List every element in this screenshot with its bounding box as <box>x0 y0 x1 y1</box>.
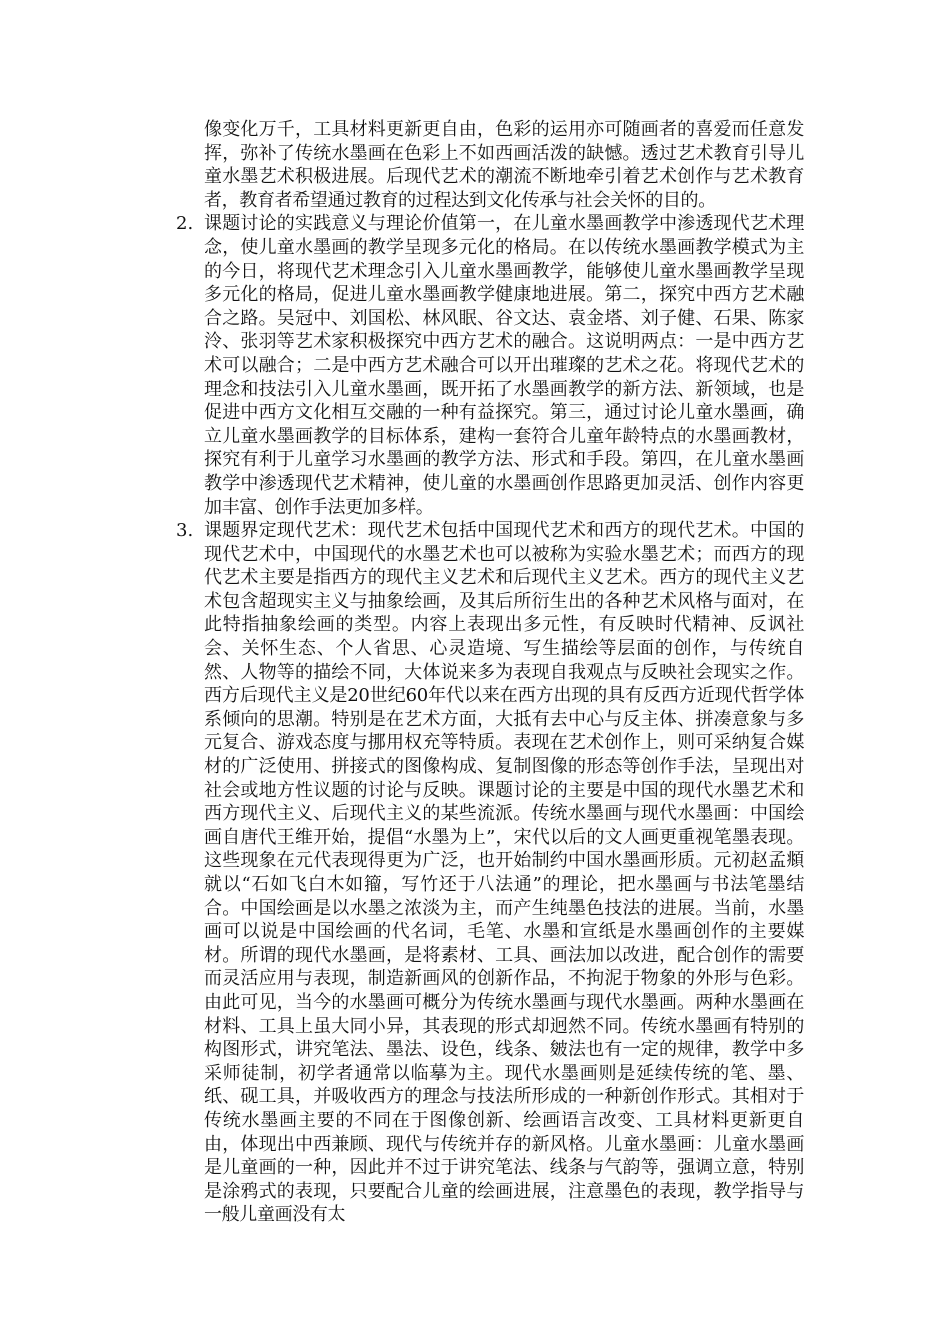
list-item-text: 课题界定现代艺术：现代艺术包括中国现代艺术和西方的现代艺术。中国的现代艺术中，中国现代的水墨艺术也可以被称为实验水墨艺术；而西方的现代艺术主要是指西方的现代主义艺术和后现代主义艺术。西方的现代主义艺术包含超现实主义与抽象绘画，及其后所衍生出的各种艺术风格与面对，在此特指抽象绘画的类型。内容上表现出多元性，有反映时代精神、反讽社会、关怀生态、个人省思、心灵造境、写生描绘等层面的创作，与传统自然、人物等的描绘不同，大体说来多为表现自我观点与反映社会现实之作。西方后现代主义是20世纪60年代以来在西方出现的具有反西方近现代哲学体系倾向的思潮。特别是在艺术方面，大抵有去中心与反主体、拼凑意象与多元复合、游戏态度与挪用权充等特质。表现在艺术创作上，则可采纳复合媒材的广泛使用、拼接式的图像构成、复制图像的形态等创作手法，呈现出对社会或地方性议题的讨论与反映。课题讨论的主要是中国的现代水墨艺术和西方现代主义、后现代主义的某些流派。传统水墨画与现代水墨画：中国绘画自唐代王维开始，提倡“水墨为上”，宋代以后的文人画更重视笔墨表现。这些现象在元代表现得更为广泛，也开始制约中国水墨画形质。元初赵孟頫就以“石如飞白木如籀，写竹还于八法通”的理论，把水墨画与书法笔墨结合。中国绘画是以水墨之浓淡为主，而产生纯墨色技法的进展。当前，水墨画可以说是中国绘画的代名词，毛笔、水墨和宣纸是水墨画创作的主要媒材。所谓的现代水墨画，是将素材、工具、画法加以改进，配合创作的需要而灵活应用与表现，制造新画风的创新作品，不拘泥于物象的外形与色彩。由此可见，当今的水墨画可概分为传统水墨画与现代水墨画。两种水墨画在材料、工具上虽大同小异，其表现的形式却迥然不同。传统水墨画有特别的构图形式，讲究笔法、墨法、设色，线条、皴法也有一定的规律，教学中多采师徒制，初学者通常以临摹为主。现代水墨画则是延续传统的笔、墨、纸、砚工具，并吸收西方的理念与技法所形成的一种新创作形式。其相对于传统水墨画主要的不同在于图像创新、绘画语言改变、工具材料更新更自由，体现出中西兼顾、现代与传统并存的新风格。儿童水墨画：儿童水墨画是儿童画的一种，因此并不过于讲究笔法、线条与气韵等，强调立意，特别是涂鸦式的表现，只要配合儿童的绘画进展，注意墨色的表现，教学指导与一般儿童画没有太 <box>204 520 804 1226</box>
list-item-number: 3. <box>176 520 194 542</box>
list-item-number: 2. <box>176 213 194 235</box>
list-item <box>176 212 804 519</box>
list-item <box>176 519 804 1227</box>
continuation-paragraph: 像变化万千，工具材料更新更自由，色彩的运用亦可随画者的喜爱而任意发挥，弥补了传统水墨画在色彩上不如西画活泼的缺憾。透过艺术教育引导儿童水墨艺术积极进展。后现代艺术的潮流不断地牵引着艺术创作与艺术教育者，教育者希望通过教育的过程达到文化传承与社会关怀的目的。 <box>204 119 804 211</box>
document-body <box>176 118 804 1227</box>
list-item-text: 课题讨论的实践意义与理论价值第一，在儿童水墨画教学中渗透现代艺术理念，使儿童水墨画的教学呈现多元化的格局。在以传统水墨画教学模式为主的今日，将现代艺术理念引入儿童水墨画教学，能够使儿童水墨画教学呈现多元化的格局，促进儿童水墨画教学健康地进展。第二，探究中西方艺术融合之路。吴冠中、刘国松、林风眠、谷文达、袁金塔、刘子健、石果、陈家泠、张羽等艺术家积极探究中西方艺术的融合。这说明两点：一是中西方艺术可以融合；二是中西方艺术融合可以开出璀璨的艺术之花。将现代艺术的理念和技法引入儿童水墨画，既开拓了水墨画教学的新方法、新领域，也是促进中西方文化相互交融的一种有益探究。第三，通过讨论儿童水墨画，确立儿童水墨画教学的目标体系，建构一套符合儿童年龄特点的水墨画教材，探究有利于儿童学习水墨画的教学方法、形式和手段。第四，在儿童水墨画教学中渗透现代艺术精神，使儿童的水墨画创作思路更加灵活、创作内容更加丰富、创作手法更加多样。 <box>204 213 804 518</box>
